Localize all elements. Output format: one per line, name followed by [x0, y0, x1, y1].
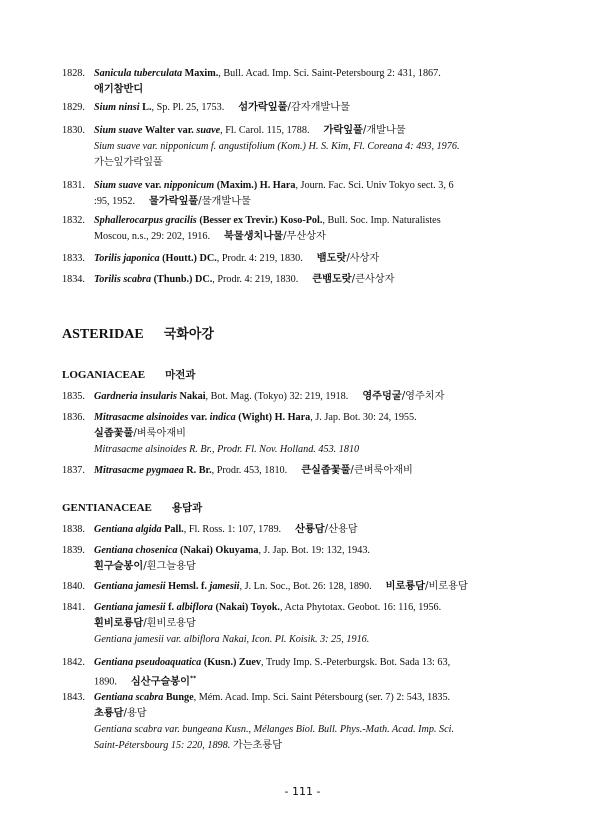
- entry-1838: 1838. Gentiana algida Pall., Fl. Ross. 1: 107, 1789. 산룡담/산용담: [62, 522, 552, 538]
- species: pseudoaquatica: [135, 657, 202, 668]
- entry-number: 1839.: [62, 545, 85, 556]
- citation: J. Jap. Bot. 19: 132, 1943.: [263, 545, 370, 556]
- korean-alt-name: /큰벼룩아재비: [350, 465, 413, 476]
- synonym-korean: 가는잎가락잎풀: [94, 157, 163, 168]
- species: ninsi: [118, 102, 140, 113]
- entry-1831: 1831. Sium suave var. nipponicum (Maxim.) H. Hara, Journ. Fac. Sci. Univ Tokyo sect. 3, 6 :95, 1952. 물가락잎풀/물개발나물: [62, 180, 454, 207]
- species: suave: [118, 180, 143, 191]
- author: (Wight) H. Hara: [238, 412, 311, 423]
- citation-cont: Moscou, n.s., 29: 202, 1916.: [94, 231, 211, 242]
- family-heading-gentianaceae: [62, 500, 202, 515]
- citation: Fl. Ross. 1: 107, 1789.: [188, 524, 282, 535]
- korean-name: 산룡담: [295, 524, 325, 535]
- author: Pall.: [164, 524, 184, 535]
- author: (Houtt.) DC.: [162, 253, 217, 264]
- author: L.: [142, 102, 152, 113]
- rank: f.: [200, 581, 207, 592]
- korean-name: 뱀도랏: [316, 253, 347, 264]
- genus: Sanicula: [94, 68, 132, 79]
- korean-alt-name: /감자개발나물: [287, 102, 350, 113]
- citation: Fl. Carol. 115, 1788.: [225, 125, 310, 136]
- korean-name: 비로룡담: [385, 581, 426, 592]
- korean-name: 흰비로룡담: [94, 618, 144, 629]
- species: japonica: [123, 253, 160, 264]
- korean-name: 초룡담: [94, 708, 124, 719]
- page-number: - 111 -: [284, 785, 321, 798]
- korean-alt-name: /흰그늘용담: [143, 561, 196, 572]
- author: Bunge: [165, 692, 194, 703]
- entry-1834: 1834. Torilis scabra (Thunb.) DC., Prodr. 4: 219, 1830. 큰뱀도랏/큰사상자: [62, 272, 552, 288]
- citation: Acta Phytotax. Geobot. 16: 116, 1956.: [284, 602, 442, 613]
- entry-1840: 1840. Gentiana jamesii Hemsl. f. jamesii, J. Ln. Soc., Bot. 26: 128, 1890. 비로룡담/비로용담: [62, 579, 552, 595]
- genus: Gentiana: [94, 581, 134, 592]
- citation: J. Jap. Bot. 30: 24, 1955.: [315, 412, 417, 423]
- entry-1842: 1842. Gentiana pseudoaquatica (Kusn.) Zuev, Trudy Imp. S.-Peterburgsk. Bot. Sada 13: 63, 1890. 심산구슬봉이**: [62, 657, 451, 688]
- genus: Torilis: [94, 274, 121, 285]
- citation: Prodr. 453, 1810.: [216, 465, 288, 476]
- infraspecific: nipponicum: [163, 180, 215, 191]
- species: alsinoides: [146, 412, 189, 423]
- author: R. Br.: [186, 465, 212, 476]
- korean-alt-name: /영주치자: [401, 391, 445, 402]
- korean-name: 영주덩굴: [362, 391, 402, 402]
- author: Nakai: [179, 391, 206, 402]
- family-korean: 용담과: [171, 502, 203, 514]
- entry-number: 1838.: [62, 524, 85, 535]
- synonym: Gentiana scabra var. bungeana Kusn., Mélanges Biol. Bull. Phys.-Math. Acad. Imp. Sci.: [94, 724, 455, 735]
- korean-name: 큰실좁꽃풀: [301, 465, 351, 476]
- author: Walter: [144, 125, 175, 136]
- genus: Gentiana: [94, 545, 134, 556]
- genus: Gardneria: [94, 391, 138, 402]
- entry-number: 1833.: [62, 253, 85, 264]
- korean-name: 애기참반디: [94, 84, 144, 95]
- entry-number: 1837.: [62, 465, 85, 476]
- genus: Gentiana: [94, 524, 134, 535]
- genus: Sium: [94, 125, 117, 136]
- entry-1830: 1830. Sium suave Walter var. suave, Fl. Carol. 115, 1788. 가락잎풀/개발나물 Sium suave var. nipponicum f. angustifolium (Kom.) H. S. Kim, Fl. Coreana 4: 493, 1976. 가는잎가락잎풀: [62, 123, 552, 171]
- entry-1833: 1833. Torilis japonica (Houtt.) DC., Prodr. 4: 219, 1830. 뱀도랏/사상자: [62, 251, 552, 267]
- korean-alt-name: /용담: [123, 708, 147, 719]
- korean-name: 섬가락잎풀: [238, 102, 288, 113]
- synonym: Sium suave var. nipponicum f. angustifolium (Kom.) H. S. Kim, Fl. Coreana 4: 493, 1976.: [94, 141, 460, 152]
- synonym-cont: Saint-Pétersbourg 15: 220, 1898.: [94, 740, 231, 751]
- genus: Sium: [94, 102, 117, 113]
- citation: Journ. Fac. Sci. Univ Tokyo sect. 3, 6: [300, 180, 454, 191]
- korean-alt-name: /큰사상자: [351, 274, 395, 285]
- korean-name: 북물생치나물: [224, 231, 284, 242]
- entry-number: 1836.: [62, 412, 85, 423]
- citation: Bull. Acad. Imp. Sci. Saint-Petersbourg 2: 431, 1867.: [223, 68, 441, 79]
- genus: Mitrasacme: [94, 412, 144, 423]
- entry-number: 1828.: [62, 68, 85, 79]
- entry-number: 1831.: [62, 180, 85, 191]
- infraspecific: suave: [196, 125, 221, 136]
- citation: Prodr. 4: 219, 1830.: [221, 253, 303, 264]
- entry-number: 1834.: [62, 274, 85, 285]
- family-latin: GENTIANACEAE: [62, 502, 152, 514]
- author: (Thunb.) DC.: [153, 274, 213, 285]
- species: pygmaea: [146, 465, 184, 476]
- entry-1836: 1836. Mitrasacme alsinoides var. indica (Wight) H. Hara, J. Jap. Bot. 30: 24, 1955. 실좁꽃풀/벼룩아재비 Mitrasacme alsinoides R. Br., Prodr. Fl. Nov. Holland. 453. 1810: [62, 410, 552, 458]
- entry-number: 1830.: [62, 125, 85, 136]
- rank: var.: [190, 412, 208, 423]
- entry-number: 1829.: [62, 102, 85, 113]
- author: (Nakai) Okuyama: [180, 545, 259, 556]
- author: Hemsl.: [168, 581, 199, 592]
- entry-number: 1835.: [62, 391, 85, 402]
- genus: Gentiana: [94, 657, 134, 668]
- family-korean: 마전과: [165, 369, 196, 381]
- korean-name: 심산구슬봉이: [130, 676, 190, 688]
- infraspecific: jamesii: [209, 581, 240, 592]
- species: scabra: [123, 274, 152, 285]
- korean-alt-name: /무산상자: [283, 231, 326, 242]
- entry-number: 1843.: [62, 692, 85, 703]
- korean-name: 큰뱀도랏: [312, 274, 352, 285]
- synonym: Mitrasacme alsinoides R. Br., Prodr. Fl. Nov. Holland. 453. 1810: [94, 444, 360, 455]
- subclass-latin: ASTERIDAE: [62, 327, 144, 342]
- citation: J. Ln. Soc., Bot. 26: 128, 1890.: [244, 581, 372, 592]
- genus: Gentiana: [94, 692, 134, 703]
- author: Maxim.: [184, 68, 219, 79]
- korean-name: 흰구슬봉이: [94, 561, 144, 572]
- subclass-heading: [62, 323, 214, 343]
- entry-1832: 1832. Sphallerocarpus gracilis (Besser ex Trevir.) Koso-Pol., Bull. Soc. Imp. Naturalistes Moscou, n.s., 29: 202, 1916. 북물생치나물/무산상자: [62, 215, 441, 242]
- entry-number: 1832.: [62, 215, 85, 226]
- species: suave: [118, 125, 143, 136]
- entry-1835: 1835. Gardneria insularis Nakai, Bot. Mag. (Tokyo) 32: 219, 1918. 영주덩굴/영주치자: [62, 389, 552, 405]
- infraspecific: albiflora: [176, 602, 213, 613]
- korean-alt-name: /벼룩아재비: [133, 428, 187, 439]
- subclass-korean: 국화아강: [163, 327, 214, 342]
- citation-cont: 1890.: [94, 676, 117, 688]
- rank: var.: [144, 180, 162, 191]
- genus: Gentiana: [94, 602, 134, 613]
- genus: Sium: [94, 180, 117, 191]
- footnote-marker: **: [189, 675, 197, 682]
- rank: f.: [168, 602, 175, 613]
- citation: Bull. Soc. Imp. Naturalistes: [327, 215, 441, 226]
- species: scabra: [135, 692, 164, 703]
- species: algida: [135, 524, 162, 535]
- species: jamesii: [135, 602, 166, 613]
- genus: Mitrasacme: [94, 465, 144, 476]
- citation: Sp. Pl. 25, 1753.: [156, 102, 225, 113]
- entry-1841: 1841. Gentiana jamesii f. albiflora (Nakai) Toyok., Acta Phytotax. Geobot. 16: 116, 1956. 흰비로룡담/흰비로용담 Gentiana jamesii var. albiflora Nakai, Icon. Pl. Koisik. 3: 25, 1916.: [62, 602, 442, 645]
- korean-name: 가락잎풀: [323, 125, 363, 136]
- korean-alt-name: /산용담: [324, 524, 358, 535]
- rank: var.: [177, 125, 194, 136]
- korean-name: 물가락잎풀: [149, 196, 199, 207]
- entry-1843: 1843. Gentiana scabra Bunge, Mém. Acad. Imp. Sci. Saint Pétersbourg (ser. 7) 2: 543, 1835. 초룡담/용담 Gentiana scabra var. bungeana Kusn., Mélanges Biol. Bull. Phys.-Math. Acad. Imp. Sci. Saint-Pétersbourg 15: 220, 1898. 가는초룡담: [62, 690, 552, 754]
- author: (Nakai) Toyok.: [215, 602, 280, 613]
- entry-1828: 1828. Sanicula tuberculata Maxim., Bull. Acad. Imp. Sci. Saint-Petersbourg 2: 431, 1867. 애기참반디: [62, 68, 441, 95]
- genus: Sphallerocarpus: [94, 215, 164, 226]
- author: (Kusn.) Zuev: [203, 657, 262, 668]
- citation: Trudy Imp. S.-Peterburgsk. Bot. Sada 13: 63,: [265, 657, 451, 668]
- citation: Mém. Acad. Imp. Sci. Saint Pétersbourg (ser. 7) 2: 543, 1835.: [198, 692, 451, 703]
- infraspecific: indica: [209, 412, 236, 423]
- entry-1839: 1839. Gentiana chosenica (Nakai) Okuyama, J. Jap. Bot. 19: 132, 1943. 흰구슬봉이/흰그늘용담: [62, 545, 370, 572]
- korean-alt-name: /사상자: [346, 253, 380, 264]
- synonym: Gentiana jamesii var. albiflora Nakai, Icon. Pl. Koisik. 3: 25, 1916.: [94, 634, 370, 645]
- author: (Besser ex Trevir.) Koso-Pol.: [199, 215, 323, 226]
- species: jamesii: [135, 581, 166, 592]
- author: (Maxim.) H. Hara: [216, 180, 296, 191]
- synonym-korean: 가는초룡담: [232, 740, 283, 751]
- korean-alt-name: /물개발나물: [198, 196, 251, 207]
- entry-number: 1840.: [62, 581, 85, 592]
- species: tuberculata: [133, 68, 183, 79]
- citation: Bot. Mag. (Tokyo) 32: 219, 1918.: [210, 391, 349, 402]
- species: chosenica: [135, 545, 178, 556]
- species: insularis: [140, 391, 177, 402]
- entry-1829: 1829. Sium ninsi L., Sp. Pl. 25, 1753. 섬가락잎풀/감자개발나물: [62, 100, 552, 116]
- citation-cont: :95, 1952.: [94, 196, 136, 207]
- korean-alt-name: /비로용담: [425, 581, 468, 592]
- family-latin: LOGANIACEAE: [62, 369, 146, 381]
- korean-alt-name: /개발나물: [362, 125, 406, 136]
- entry-1837: 1837. Mitrasacme pygmaea R. Br., Prodr. 453, 1810. 큰실좁꽃풀/큰벼룩아재비: [62, 463, 552, 479]
- genus: Torilis: [94, 253, 121, 264]
- entry-number: 1842.: [62, 657, 85, 668]
- entry-number: 1841.: [62, 602, 85, 613]
- korean-alt-name: /흰비로용담: [143, 618, 196, 629]
- species: gracilis: [165, 215, 197, 226]
- korean-name: 실좁꽃풀: [94, 428, 134, 439]
- citation: Prodr. 4: 219, 1830.: [217, 274, 299, 285]
- family-heading-loganiaceae: [62, 367, 196, 382]
